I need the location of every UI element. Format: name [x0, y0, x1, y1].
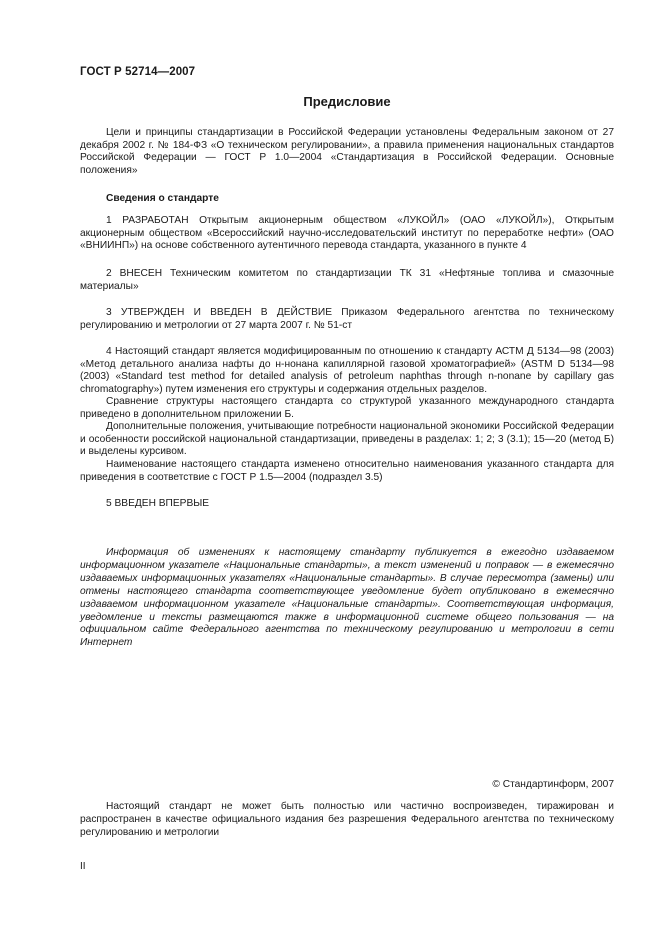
item-developed: 1 РАЗРАБОТАН Открытым акционерным обществом «ЛУКОЙЛ» (ОАО «ЛУКОЙЛ»), Открытым акционерным обществом «Всероссийский научно-исследовательский институт по переработке нефти» (ОАО «ВНИИНП») на основе собственного аутентичного перевода стандарта, указанного в пункте 4 [80, 215, 614, 252]
item-additional-provisions: Дополнительные положения, учитывающие потребности национальной экономики Российской Федерации и особенности российской национальной стандартизации, приведены в разделах: 1; 2; 3 (3.1); 15—20 (метод Б) и выделены курсивом. [80, 421, 614, 458]
item-structure-comparison: Сравнение структуры настоящего стандарта со структурой указанного международного стандарта приведено в дополнительном приложении Б. [80, 396, 614, 420]
section-subheading: Сведения о стандарте [106, 193, 219, 204]
standard-code: ГОСТ Р 52714—2007 [80, 66, 196, 78]
info-notice: Информация об изменениях к настоящему стандарту публикуется в ежегодно издаваемом информационном указателе «Национальные стандарты», а текст изменений и поправок — в ежемесячно издаваемых информационных указателях «Национальные стандарты». В случае пересмотра (замены) или отмены настоящего стандарта соответствующее уведомление будет опубликовано в ежемесячно издаваемом информационном указателе «Национальные стандарты». Соответствующая информация, уведомление и тексты размещаются также в информационной системе общего пользования — на официальном сайте Федерального агентства по техническому регулированию и метрологии в сети Интернет [80, 547, 614, 649]
page-title: Предисловие [303, 94, 391, 109]
item-title-change: Наименование настоящего стандарта изменено относительно наименования указанного стандарта для приведения в соответствие с ГОСТ Р 1.5—2004 (подраздел 3.5) [80, 459, 614, 483]
intro-paragraph: Цели и принципы стандартизации в Российской Федерации установлены Федеральным законом от 27 декабря 2002 г. № 184-ФЗ «О техническом регулировании», а правила применения национальных стандартов Российской Федерации — ГОСТ Р 1.0—2004 «Стандартизация в Российской Федерации. Основные положения» [80, 127, 614, 176]
item-modification: 4 Настоящий стандарт является модифицированным по отношению к стандарту АСТМ Д 5134—98 (2003) «Метод детального анализа нафты до н-нонана капиллярной газовой хроматографией» (ASTM D 5134—98 (2003) «Standard test method for detailed analysis of petroleum naphthas through n-nonane by capillary gas chromatography») путем изменения его структуры и содержания отдельных разделов. [80, 346, 614, 395]
footer-notice: Настоящий стандарт не может быть полностью или частично воспроизведен, тиражирован и распространен в качестве официального издания без разрешения Федерального агентства по техническому регулированию и метрологии [80, 801, 614, 838]
copyright: © Стандартинформ, 2007 [492, 779, 614, 790]
item-introduced-first: 5 ВВЕДЕН ВПЕРВЫЕ [106, 498, 210, 509]
item-approved: 3 УТВЕРЖДЕН И ВВЕДЕН В ДЕЙСТВИЕ Приказом Федерального агентства по техническому регулированию и метрологии от 27 марта 2007 г. № 51-ст [80, 307, 614, 331]
page-number: II [80, 861, 86, 872]
item-submitted: 2 ВНЕСЕН Техническим комитетом по стандартизации ТК 31 «Нефтяные топлива и смазочные материалы» [80, 268, 614, 292]
